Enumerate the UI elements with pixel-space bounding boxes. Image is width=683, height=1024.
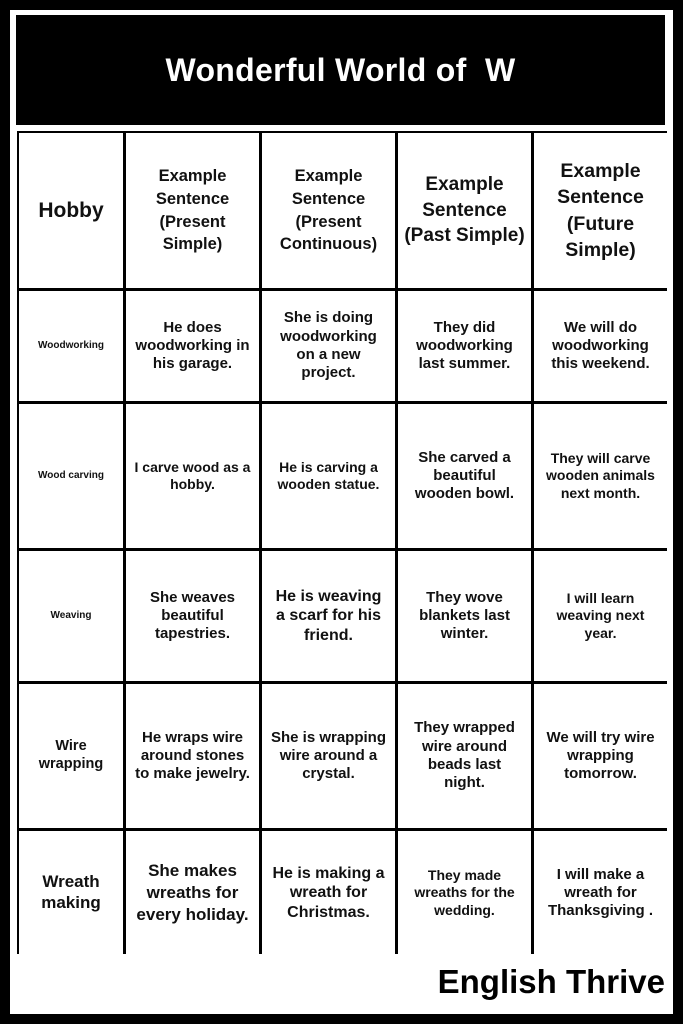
hobby-cell: Wreath making xyxy=(19,831,123,955)
table-cell: They wove blankets last winter. xyxy=(398,551,531,681)
table-cell: He does woodworking in his garage. xyxy=(126,291,259,401)
table-cell: He is making a wreath for Christmas. xyxy=(262,831,395,955)
hobby-table xyxy=(17,131,667,954)
hobby-cell: Wood carving xyxy=(19,404,123,548)
brand-logo-text: English Thrive xyxy=(437,963,665,1000)
table-cell: He wraps wire around stones to make jewelry. xyxy=(126,684,259,828)
table-cell: I carve wood as a hobby. xyxy=(126,404,259,548)
table-cell: She is wrapping wire around a crystal. xyxy=(262,684,395,828)
table-cell: She weaves beautiful tapestries. xyxy=(126,551,259,681)
table-cell: I will make a wreath for Thanksgiving . xyxy=(534,831,667,955)
table-cell: They wrapped wire around beads last night. xyxy=(398,684,531,828)
table-cell: They will carve wooden animals next month. xyxy=(534,404,667,548)
table-cell: We will try wire wrapping tomorrow. xyxy=(534,684,667,828)
worksheet xyxy=(10,10,673,1014)
table-cell: She is doing woodworking on a new project. xyxy=(262,291,395,401)
header-hobby: Hobby xyxy=(19,133,123,288)
table-cell: They did woodworking last summer. xyxy=(398,291,531,401)
hobby-cell: Wire wrapping xyxy=(19,684,123,828)
table-cell: He is weaving a scarf for his friend. xyxy=(262,551,395,681)
header-future-simple: Example Sentence (Future Simple) xyxy=(534,133,667,288)
header-present-simple: Example Sentence (Present Simple) xyxy=(126,133,259,288)
header-present-continuous: Example Sentence (Present Continuous) xyxy=(262,133,395,288)
hobby-cell: Woodworking xyxy=(19,291,123,401)
table-cell: He is carving a wooden statue. xyxy=(262,404,395,548)
table-cell: She makes wreaths for every holiday. xyxy=(126,831,259,955)
table-cell: We will do woodworking this weekend. xyxy=(534,291,667,401)
table-cell: I will learn weaving next year. xyxy=(534,551,667,681)
table-cell: She carved a beautiful wooden bowl. xyxy=(398,404,531,548)
table-cell: They made wreaths for the wedding. xyxy=(398,831,531,955)
hobby-cell: Weaving xyxy=(19,551,123,681)
header-past-simple: Example Sentence (Past Simple) xyxy=(398,133,531,288)
page-title: Wonderful World of W xyxy=(16,15,665,125)
